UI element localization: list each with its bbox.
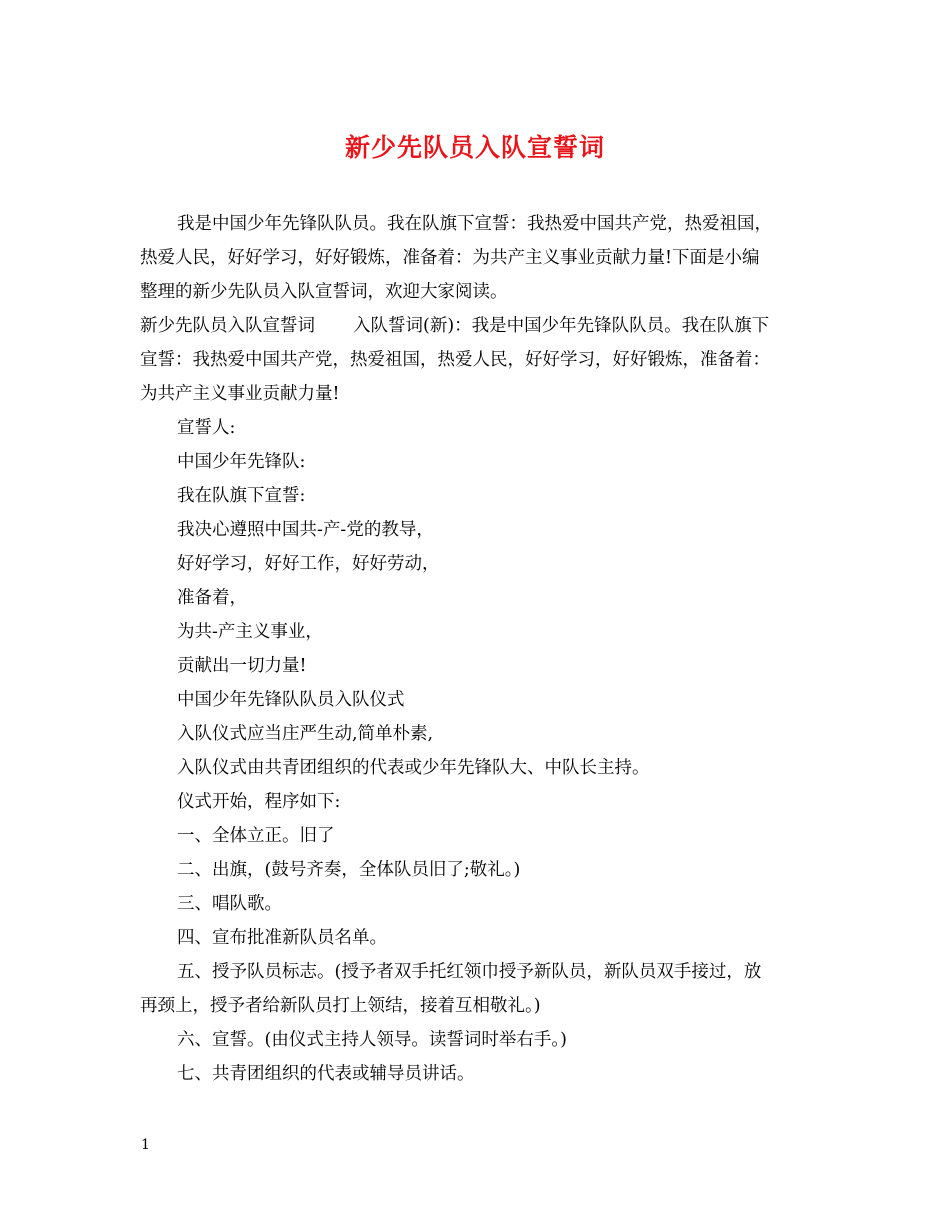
text-line: 四、宣布批准新队员名单。 xyxy=(177,928,387,948)
text-line: 六、宣誓。(由仪式主持人领导。读誓词时举右手。) xyxy=(177,1030,567,1050)
step5-line-1: 五、授予队员标志。(授予者双手托红领巾授予新队员，新队员双手接过，放 xyxy=(177,962,762,982)
text-line: 贡献出一切力量! xyxy=(177,656,307,676)
text-line: 中国少年先锋队: xyxy=(177,452,306,472)
intro-line-3: 整理的新少先队员入队宣誓词，欢迎大家阅读。 xyxy=(140,282,508,302)
text-line: 入队仪式应当庄严生动,简单朴素, xyxy=(177,724,434,744)
text-line: 中国少年先锋队队员入队仪式 xyxy=(177,690,405,710)
text-line: 一、全体立正。旧了 xyxy=(177,826,335,846)
page-number: 1 xyxy=(141,1137,150,1153)
section-heading: 新少先队员入队宣誓词 xyxy=(140,316,315,336)
document-body xyxy=(140,207,810,1091)
section-first-line xyxy=(140,309,810,343)
step5-line-2: 再颈上，授予者给新队员打上领结，接着互相敬礼。) xyxy=(140,996,541,1016)
text-line: 宣誓人: xyxy=(177,418,236,438)
text-line: 三、唱队歌。 xyxy=(177,894,282,914)
intro-line-2: 热爱人民，好好学习，好好锻炼，准备着：为共产主义事业贡献力量!下面是小编 xyxy=(140,248,760,268)
section-first-line-rest: 入队誓词(新)：我是中国少年先锋队队员。我在队旗下 xyxy=(353,316,770,336)
text-line: 准备着， xyxy=(177,588,247,608)
text-line: 二、出旗，(鼓号齐奏，全体队员旧了;敬礼。) xyxy=(177,860,521,880)
text-line: 入队仪式由共青团组织的代表或少年先锋队大、中队长主持。 xyxy=(177,758,650,778)
text-line: 七、共青团组织的代表或辅导员讲话。 xyxy=(177,1064,475,1084)
section-line-3: 为共产主义事业贡献力量! xyxy=(140,384,340,404)
text-line: 为共-产主义事业， xyxy=(177,622,323,642)
section-line-2: 宣誓：我热爱中国共产党，热爱祖国，热爱人民，好好学习，好好锻炼，准备着： xyxy=(140,350,770,370)
text-line: 好好学习，好好工作，好好劳动， xyxy=(177,554,440,574)
text-line: 仪式开始，程序如下: xyxy=(177,792,341,812)
text-line: 我决心遵照中国共-产-党的教导， xyxy=(177,520,434,540)
document-title: 新少先队员入队宣誓词 xyxy=(344,133,605,162)
intro-line-1: 我是中国少年先锋队队员。我在队旗下宣誓：我热爱中国共产党，热爱祖国， xyxy=(177,214,772,234)
text-line: 我在队旗下宣誓: xyxy=(177,486,306,506)
